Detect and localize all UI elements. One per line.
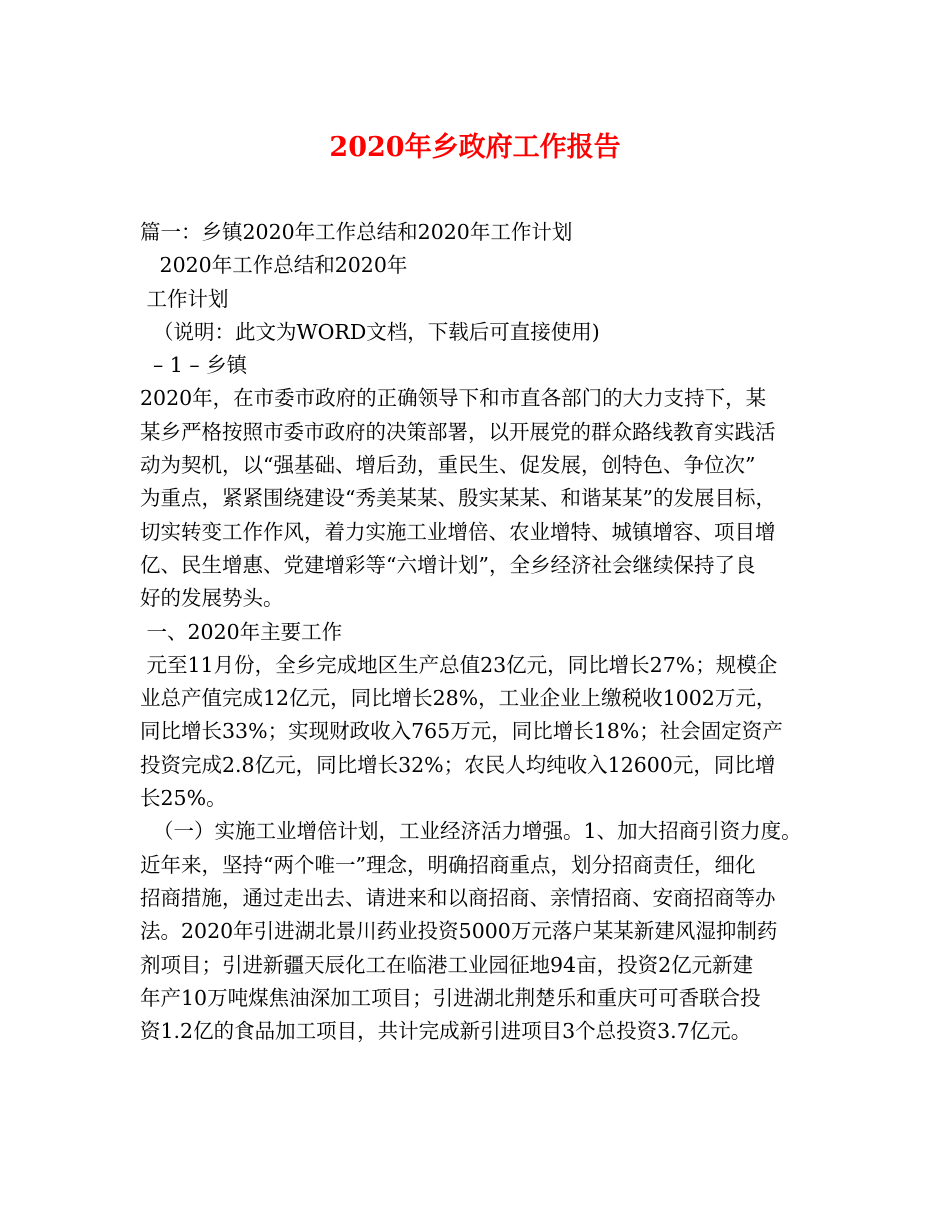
body-line: 年产10万吨煤焦油深加工项目；引进湖北荆楚乐和重庆可可香联合投 (140, 985, 761, 1010)
body-line: 为重点，紧紧围绕建设“秀美某某、殷实某某、和谐某某”的发展目标， (140, 486, 776, 511)
body-line: 切实转变工作作风，着力实施工业增倍、农业增特、城镇增容、项目增 (140, 519, 776, 544)
body-line: 篇一：乡镇2020年工作总结和2020年工作计划 (140, 220, 573, 244)
body-line: 动为契机，以“强基础、增后劲，重民生、促发展，创特色、争位次” (140, 453, 756, 478)
body-line: 同比增长33%；实现财政收入765万元，同比增长18%；社会固定资产 (140, 719, 783, 744)
body-line: 亿、民生增惠、党建增彩等“六增计划”，全乡经济社会继续保持了良 (140, 552, 756, 577)
body-line: 元至11月份，全乡完成地区生产总值23亿元，同比增长27%；规模企 (140, 652, 778, 677)
body-line: 业总产值完成12亿元，同比增长28%，工业企业上缴税收1002万元， (140, 686, 777, 711)
body-line: 法。2020年引进湖北景川药业投资5000万元落户某某新建风湿抑制药 (140, 919, 778, 944)
body-line: 某乡严格按照市委市政府的决策部署，以开展党的群众路线教育实践活 (140, 419, 776, 444)
body-line: 一、2020年主要工作 (140, 619, 343, 644)
document-title: 2020年乡政府工作报告 (329, 132, 621, 163)
document-body (140, 216, 840, 1048)
body-line: （说明：此文为WORD文档，下载后可直接使用) (140, 319, 600, 344)
body-line: 招商措施，通过走出去、请进来和以商招商、亲情招商、安商招商等办 (140, 885, 776, 910)
body-line: 长25%。 (140, 786, 227, 811)
body-line: 剂项目；引进新疆天辰化工在临港工业园征地94亩，投资2亿元新建 (140, 952, 754, 977)
body-line: 好的发展势头。 (140, 586, 284, 611)
body-line: 近年来，坚持“两个唯一”理念，明确招商重点，划分招商责任，细化 (140, 852, 756, 877)
body-line: 2020年工作总结和2020年 (140, 253, 408, 278)
body-line: 投资完成2.8亿元，同比增长32%；农民人均纯收入12600元，同比增 (140, 752, 776, 777)
body-line: 资1.2亿的食品加工项目，共计完成新引进项目3个总投资3.7亿元。 (140, 1019, 752, 1044)
body-line: 2020年，在市委市政府的正确领导下和市直各部门的大力支持下，某 (140, 386, 767, 411)
body-line: （一）实施工业增倍计划，工业经济活力增强。1、加大招商引资力度。 (140, 819, 802, 844)
body-line: 工作计划 (140, 286, 229, 311)
body-line: – 1 – 乡镇 (140, 353, 248, 378)
